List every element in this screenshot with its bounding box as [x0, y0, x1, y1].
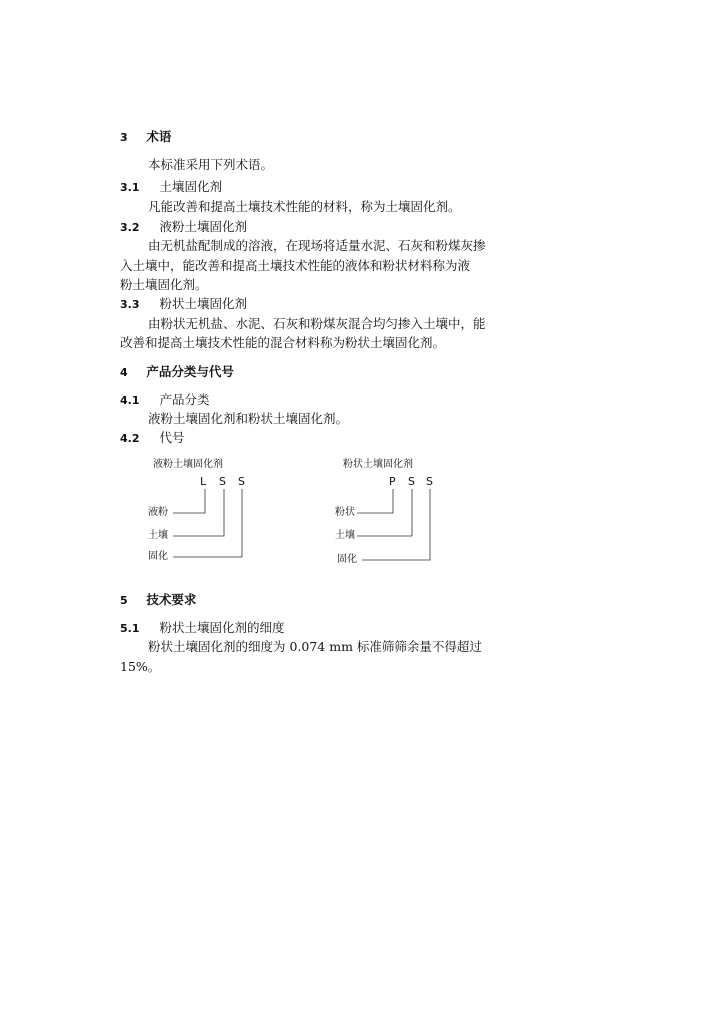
clause-number: 3.1 [120, 181, 140, 194]
left-connector-2 [173, 489, 224, 536]
left-connector-3 [173, 489, 242, 557]
right-code-letter-1: P [389, 475, 396, 488]
clause-term: 液粉土壤固化剂 [159, 219, 247, 234]
clause-term: 土壤固化剂 [159, 179, 222, 194]
clause-number: 3.3 [120, 298, 140, 311]
left-label-3: 固化 [148, 551, 168, 562]
right-connector-2 [357, 489, 412, 536]
left-label-2: 土壤 [148, 530, 168, 541]
section-title: 术语 [146, 129, 172, 144]
clause-number: 4.1 [120, 394, 140, 407]
section-number: 5 [120, 594, 128, 607]
clause-number: 4.2 [120, 432, 140, 445]
left-code-letter-3: S [238, 475, 245, 488]
section-number: 4 [120, 366, 128, 379]
left-label-1: 液粉 [148, 507, 168, 518]
clause-4-1-definition: 液粉土壤固化剂和粉状土壤固化剂。 [148, 411, 349, 426]
left-diagram-title: 液粉土壤固化剂 [153, 459, 223, 470]
right-label-2: 土壤 [335, 530, 355, 541]
clause-term: 代号 [159, 430, 185, 445]
right-connector-1 [357, 489, 393, 513]
right-code-letter-3: S [426, 475, 433, 488]
section-number: 3 [120, 131, 128, 144]
left-connector-1 [173, 489, 205, 513]
clause-3-3-definition-line-2: 改善和提高土壤技术性能的混合材料称为粉状土壤固化剂。 [120, 335, 446, 350]
clause-5-1-definition-line-2: 15%。 [120, 659, 161, 674]
clause-term: 粉状土壤固化剂 [159, 296, 247, 311]
clause-3-1-definition: 凡能改善和提高土壤技术性能的材料，称为土壤固化剂。 [148, 199, 461, 214]
clause-3-3-definition-line-1: 由粉状无机盐、水泥、石灰和粉煤灰混合均匀掺入土壤中，能 [148, 316, 486, 331]
clause-term: 粉状土壤固化剂的细度 [159, 620, 285, 635]
section-title: 产品分类与代号 [146, 364, 234, 379]
section-3-intro: 本标准采用下列术语。 [148, 157, 274, 172]
right-label-1: 粉状 [335, 507, 355, 518]
section-5-heading [120, 592, 196, 609]
section-title: 技术要求 [146, 592, 197, 607]
right-connector-3 [362, 489, 430, 560]
clause-5-1-definition-line-1: 粉状土壤固化剂的细度为 0.074 mm 标准筛筛余量不得超过 [148, 639, 482, 654]
right-label-3: 固化 [337, 554, 357, 565]
clause-number: 3.2 [120, 221, 140, 234]
clause-3-2-definition-line-2: 入土壤中，能改善和提高土壤技术性能的液体和粉状材料称为液 [120, 258, 471, 273]
clause-3-2-definition-line-1: 由无机盐配制成的溶液，在现场将适量水泥、石灰和粉煤灰掺 [148, 238, 486, 253]
clause-term: 产品分类 [159, 392, 210, 407]
clause-number: 5.1 [120, 622, 140, 635]
right-code-letter-2: S [408, 475, 415, 488]
left-code-letter-1: L [200, 475, 207, 488]
clause-3-2-definition-line-3: 粉土壤固化剂。 [120, 277, 208, 292]
right-diagram-title: 粉状土壤固化剂 [343, 459, 413, 470]
clause-5-1-heading [120, 620, 284, 637]
left-code-letter-2: S [219, 475, 226, 488]
